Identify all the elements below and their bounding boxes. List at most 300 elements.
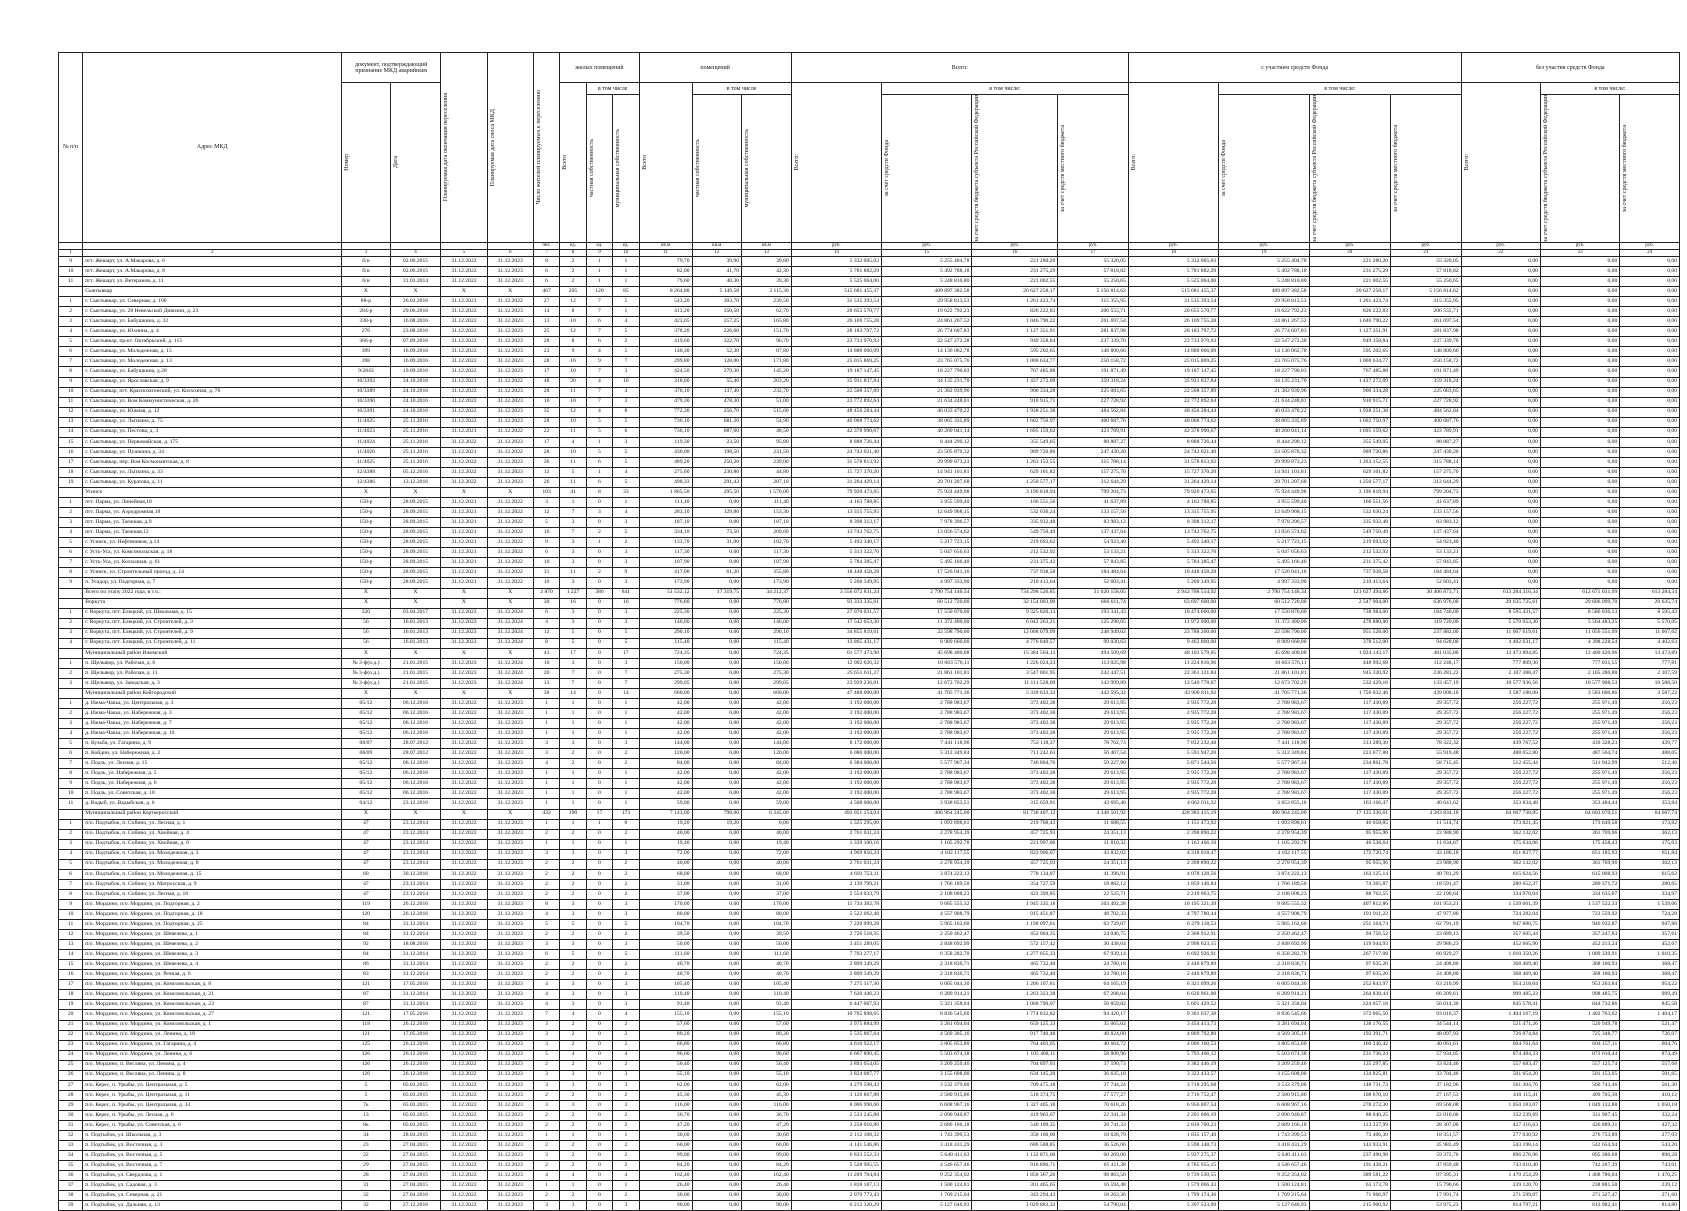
value-cell: 5 313 322,76 bbox=[1128, 548, 1218, 558]
value-cell: 4 bbox=[533, 1171, 559, 1181]
table-row bbox=[59, 1100, 1680, 1110]
value-cell: 115,40 bbox=[742, 638, 792, 648]
value-cell: 39,50 bbox=[639, 930, 692, 940]
value-cell: X bbox=[487, 598, 533, 608]
value-cell: 3 bbox=[613, 1000, 639, 1010]
value-cell: 2 788 983,67 bbox=[882, 789, 972, 799]
value-cell: 4 969 856,24 bbox=[791, 849, 881, 859]
value-cell: 256 227,72 bbox=[1461, 769, 1540, 779]
value-cell: 84 bbox=[342, 950, 390, 960]
value-cell: 113 227,99 bbox=[1309, 1120, 1391, 1130]
value-cell: 256 227,72 bbox=[1461, 779, 1540, 789]
value-cell: 1 339 100,16 bbox=[791, 839, 881, 849]
value-cell: 31.12.2023 bbox=[487, 1131, 533, 1141]
address-cell: пгт. Парма, ул. Таежная, д.9 bbox=[83, 518, 342, 528]
row-number-cell: 2 bbox=[59, 618, 83, 628]
value-cell: 96,60 bbox=[639, 1050, 692, 1060]
value-cell: X bbox=[390, 809, 441, 819]
value-cell: 31.12.2023 bbox=[487, 477, 533, 487]
row-number-cell bbox=[59, 598, 83, 608]
column-index-cell: 8 bbox=[560, 249, 586, 256]
value-cell: 36 526,66 bbox=[1058, 1141, 1129, 1151]
value-cell: 74 365,87 bbox=[1309, 879, 1391, 889]
value-cell: 3 805 853,80 bbox=[1219, 1040, 1309, 1050]
table-row bbox=[59, 899, 1680, 909]
value-cell: 845,58 bbox=[1620, 1000, 1680, 1010]
value-cell: 221 002,55 bbox=[972, 277, 1058, 287]
value-cell: 0 bbox=[586, 1161, 612, 1171]
value-cell: 6 345,00 bbox=[742, 809, 792, 819]
value-cell: 826 222,83 bbox=[972, 307, 1058, 317]
value-cell: 1 bbox=[613, 498, 639, 508]
value-cell: 162,40 bbox=[742, 1171, 792, 1181]
value-cell: 30 bbox=[533, 598, 559, 608]
table-row bbox=[59, 699, 1680, 709]
row-number-cell: 37 bbox=[59, 1181, 83, 1191]
value-cell: X bbox=[487, 809, 533, 819]
value-cell: 102,70 bbox=[742, 538, 792, 548]
address-cell: г. Воркута, пгт. Елецкий, ул. Школьная, д. 15 bbox=[83, 608, 342, 618]
value-cell: 0,00 bbox=[1620, 427, 1680, 437]
value-cell: 467 bbox=[533, 287, 559, 297]
value-cell: 2 318 836,71 bbox=[1219, 970, 1309, 980]
value-cell: 355,80 bbox=[742, 568, 792, 578]
planned-resettle-label: Планируемая дата окончания переселения bbox=[443, 93, 450, 202]
value-cell: 299,80 bbox=[639, 357, 692, 367]
value-cell: 06.12.2016 bbox=[390, 779, 441, 789]
value-cell: 10/3391 bbox=[342, 407, 390, 417]
doc-group-label: документ, подтверждающий признание МКД аварийным bbox=[355, 61, 428, 74]
value-cell: 515 681 455,37 bbox=[791, 287, 881, 297]
value-cell: 3 bbox=[560, 548, 586, 558]
value-cell: 917 740,48 bbox=[972, 1030, 1058, 1040]
row-number-cell: 4 bbox=[59, 849, 83, 859]
value-cell: 28.09.2015 bbox=[390, 568, 441, 578]
value-cell: 949 358,84 bbox=[972, 337, 1058, 347]
value-cell: 31.12.2024 bbox=[487, 658, 533, 668]
value-cell: 31.12.2014 bbox=[390, 970, 441, 980]
value-cell: 0 bbox=[586, 980, 612, 990]
table-row bbox=[59, 789, 1680, 799]
value-cell: 0,00 bbox=[1461, 518, 1540, 528]
value-cell: 4 bbox=[533, 980, 559, 990]
value-cell: 256,23 bbox=[1620, 699, 1680, 709]
address-cell: г. Сыктывкар, ул. Молодежная, д. 15 bbox=[83, 347, 342, 357]
address-cell: г. Сыктывкар, ул. Юхнина, д. 4 bbox=[83, 327, 342, 337]
value-cell: 05.03.2015 bbox=[390, 1080, 441, 1090]
address-cell: Сыктывкар bbox=[83, 287, 342, 297]
value-cell: 439 008,10 bbox=[1391, 688, 1462, 698]
table-row bbox=[59, 628, 1680, 638]
value-cell: 59,00 bbox=[639, 799, 692, 809]
value-cell: 31.12.2022 bbox=[487, 518, 533, 528]
value-cell: 7 143,00 bbox=[639, 809, 692, 819]
value-cell: 31.12.2022 bbox=[441, 729, 487, 739]
table-row bbox=[59, 1080, 1680, 1090]
value-cell: 1 bbox=[560, 789, 586, 799]
value-cell: 40,30 bbox=[692, 277, 742, 287]
value-cell: 0,00 bbox=[692, 759, 742, 769]
value-cell: 21 861 101,81 bbox=[1219, 668, 1309, 678]
value-cell: 31.12.2022 bbox=[487, 498, 533, 508]
address-cell: Усинск bbox=[83, 488, 342, 498]
address-cell: п. Усадор, ул. Подгорная, д. 7 bbox=[83, 578, 342, 588]
value-cell: 31.12.2023 bbox=[487, 910, 533, 920]
value-cell: X bbox=[390, 598, 441, 608]
value-cell: 31.12.2023 bbox=[487, 940, 533, 950]
value-cell: 15 727 370,20 bbox=[1128, 467, 1218, 477]
col-address-header: Адрес МКД bbox=[83, 53, 342, 243]
value-cell: 0 bbox=[586, 1090, 612, 1100]
value-cell: 0,00 bbox=[1540, 427, 1619, 437]
table-row bbox=[59, 1141, 1680, 1151]
value-cell: 12 bbox=[533, 508, 559, 518]
address-cell: пгт. Жешарт, ул. А.Макарова, д. 6 bbox=[83, 256, 342, 266]
value-cell: 2 bbox=[613, 337, 639, 347]
value-cell: 40,70 bbox=[639, 970, 692, 980]
value-cell: 0,00 bbox=[1540, 548, 1619, 558]
value-cell: 29 357,72 bbox=[1391, 719, 1462, 729]
value-cell: 0,00 bbox=[1620, 498, 1680, 508]
table-row bbox=[59, 759, 1680, 769]
value-cell: 5 bbox=[560, 920, 586, 930]
value-cell: 133 157,56 bbox=[1391, 508, 1462, 518]
value-cell: 280 371,72 bbox=[1540, 879, 1619, 889]
value-cell: 4 bbox=[560, 1050, 586, 1060]
value-cell: 51,00 bbox=[742, 397, 792, 407]
value-cell: 767 485,88 bbox=[1309, 367, 1391, 377]
value-cell: 5 640 411,63 bbox=[882, 1151, 972, 1161]
value-cell: 236 281,22 bbox=[1391, 668, 1462, 678]
value-cell: 4 078 128,56 bbox=[1128, 869, 1218, 879]
value-cell: 225 083,65 bbox=[1058, 387, 1129, 397]
value-cell: 315 788,14 bbox=[1391, 457, 1462, 467]
value-cell: 4 bbox=[586, 347, 612, 357]
value-cell: 16 bbox=[560, 357, 586, 367]
value-cell: 542 654,94 bbox=[1540, 1141, 1619, 1151]
value-cell: 19,20 bbox=[692, 819, 742, 829]
value-cell: 776,80 bbox=[639, 598, 692, 608]
value-cell: 2 bbox=[560, 1191, 586, 1201]
value-cell: 0,00 bbox=[692, 1161, 742, 1171]
value-cell: 3 938 853,51 bbox=[882, 799, 972, 809]
value-cell: 16.01.2013 bbox=[390, 638, 441, 648]
address-cell: г. Сыктывкар, ул. 28 Невельской Дивизии, д. 23 bbox=[83, 307, 342, 317]
value-cell: 4 557 908,79 bbox=[882, 910, 972, 920]
value-cell: 31 264 429,14 bbox=[1128, 477, 1218, 487]
value-cell: 373 402,38 bbox=[972, 729, 1058, 739]
table-body bbox=[59, 256, 1680, 1210]
value-cell: 31 bbox=[533, 568, 559, 578]
value-cell: 252 843,97 bbox=[1309, 980, 1391, 990]
value-cell: 0,00 bbox=[1620, 457, 1680, 467]
value-cell: 137,40 bbox=[692, 387, 742, 397]
value-cell: 2 318 836,71 bbox=[1219, 960, 1309, 970]
value-cell: 19 187 147,45 bbox=[1128, 367, 1218, 377]
value-cell: 08/07 bbox=[342, 739, 390, 749]
value-cell: 119,30 bbox=[639, 437, 692, 447]
value-cell: 255 971,49 bbox=[1540, 779, 1619, 789]
unit-cell: руб. bbox=[1391, 242, 1462, 249]
value-cell: 5 591 947,20 bbox=[1128, 749, 1218, 759]
value-cell: 18 351,57 bbox=[1391, 1131, 1462, 1141]
value-cell: 10 663 576,11 bbox=[1219, 658, 1309, 668]
value-cell: 2 bbox=[586, 528, 612, 538]
value-cell: 0,00 bbox=[692, 899, 742, 909]
value-cell: 2 761 031,24 bbox=[791, 859, 881, 869]
value-cell: 1 263 323,38 bbox=[972, 990, 1058, 1000]
value-cell: 52,30 bbox=[692, 347, 742, 357]
value-cell: 51 532,12 bbox=[639, 588, 692, 598]
value-cell: 1 bbox=[533, 789, 559, 799]
value-cell: 426 889,31 bbox=[1540, 1120, 1619, 1130]
value-cell: 31.12.2023 bbox=[487, 849, 533, 859]
value-cell: 9 bbox=[586, 357, 612, 367]
value-cell: 94 420,17 bbox=[1058, 1010, 1129, 1020]
value-cell: 31.12.2023 bbox=[441, 678, 487, 688]
value-cell: 119 944,93 bbox=[1309, 940, 1391, 950]
value-cell: 2 107,59 bbox=[1620, 668, 1680, 678]
value-cell: 42,00 bbox=[639, 709, 692, 719]
value-cell: 27.12.2016 bbox=[390, 1201, 441, 1211]
value-cell: 666 611,74 bbox=[1058, 598, 1129, 608]
value-cell: 30,00 bbox=[742, 1191, 792, 1201]
value-cell: 709 475,18 bbox=[972, 1080, 1058, 1090]
value-cell: 29 635 735,61 bbox=[1461, 598, 1540, 608]
address-cell: п/о. Подтыбок, п. Собино, ул. Лесная, д. 18 bbox=[83, 889, 342, 899]
value-cell: 5 bbox=[613, 447, 639, 457]
unit-cell bbox=[390, 242, 441, 249]
value-cell: 1 010,35 bbox=[1620, 950, 1680, 960]
col-total-incl-header: в том числе: bbox=[882, 83, 1129, 95]
row-number-cell: 2 bbox=[59, 829, 83, 839]
value-cell: 24.10.2016 bbox=[390, 387, 441, 397]
value-cell: 66,80 bbox=[742, 1040, 792, 1050]
value-cell: 3 bbox=[560, 558, 586, 568]
value-cell: 29 357,72 bbox=[1391, 769, 1462, 779]
value-cell: 0,00 bbox=[692, 678, 742, 688]
row-number-cell: 15 bbox=[59, 960, 83, 970]
value-cell: 56,40 bbox=[639, 1060, 692, 1070]
value-cell: 42,00 bbox=[742, 779, 792, 789]
value-cell: 13 315 755,95 bbox=[791, 508, 881, 518]
address-cell: г. Сыктывкар, ул. Пушкина, д. 34 bbox=[83, 447, 342, 457]
row-number-cell: 5 bbox=[59, 337, 83, 347]
value-cell: 515,60 bbox=[742, 407, 792, 417]
value-cell: 998 485,75 bbox=[1540, 990, 1619, 1000]
value-cell: 23.12.2014 bbox=[390, 859, 441, 869]
value-cell: 0,00 bbox=[1540, 518, 1619, 528]
value-cell: 0,00 bbox=[692, 990, 742, 1000]
value-cell: 29 613,95 bbox=[1058, 709, 1129, 719]
value-cell: 2 139 799,21 bbox=[791, 879, 881, 889]
value-cell: 368,47 bbox=[1620, 970, 1680, 980]
value-cell: 104,70 bbox=[639, 920, 692, 930]
value-cell: 80,20 bbox=[639, 1030, 692, 1040]
value-cell: 41 705 771,36 bbox=[1219, 688, 1309, 698]
value-cell: 18 882,12 bbox=[1058, 879, 1129, 889]
value-cell: 2 bbox=[560, 1090, 586, 1100]
value-cell: 14 880 066,09 bbox=[1128, 347, 1218, 357]
value-cell: 226,60 bbox=[692, 327, 742, 337]
value-cell: 3 955 599,40 bbox=[882, 498, 972, 508]
value-cell: 90,00 bbox=[639, 1201, 692, 1211]
address-cell: г. Усинск, ул. Нефтяников, д.14 bbox=[83, 538, 342, 548]
value-cell: 2 809 349,29 bbox=[791, 960, 881, 970]
value-cell: 165,80 bbox=[742, 317, 792, 327]
value-cell: 29 701 207,68 bbox=[882, 477, 972, 487]
value-cell: 56 bbox=[342, 638, 390, 648]
value-cell: 4 bbox=[613, 317, 639, 327]
value-cell: X bbox=[441, 588, 487, 598]
value-cell: 7 bbox=[613, 678, 639, 688]
value-cell: 31 bbox=[342, 1181, 390, 1191]
value-cell: 0,00 bbox=[692, 879, 742, 889]
value-cell: 1 bbox=[560, 709, 586, 719]
value-cell: 0,00 bbox=[1461, 287, 1540, 297]
unit-cell: руб. bbox=[972, 242, 1058, 249]
address-cell: г. Сыктывкар, ул. Лыткина, д. 33 bbox=[83, 467, 342, 477]
value-cell: 0,00 bbox=[1540, 277, 1619, 287]
value-cell: 31.12.2023 bbox=[441, 668, 487, 678]
value-cell: 5 535 867,64 bbox=[791, 1030, 881, 1040]
value-cell: 30 406 873,71 bbox=[1391, 588, 1462, 598]
address-cell: п/о. Подтыбок, п. Собино, ул. Молодежная, д. 3 bbox=[83, 849, 342, 859]
value-cell: 237 882,00 bbox=[1391, 628, 1462, 638]
value-cell: 3 893 054,05 bbox=[791, 1060, 881, 1070]
row-number-cell: 10 bbox=[59, 387, 83, 397]
value-cell: 3 115,30 bbox=[742, 287, 792, 297]
value-cell: 128,00 bbox=[692, 357, 742, 367]
value-cell: 372 065,50 bbox=[1309, 1010, 1391, 1020]
value-cell: 31.12.2022 bbox=[441, 1050, 487, 1060]
value-cell: 31.12.2023 bbox=[487, 920, 533, 930]
value-cell: 126 bbox=[342, 1050, 390, 1060]
value-cell: 117 430,89 bbox=[1309, 769, 1391, 779]
value-cell: 1 046 790,22 bbox=[1309, 317, 1391, 327]
value-cell: 27 167,53 bbox=[1391, 1090, 1462, 1100]
value-cell: 489,20 bbox=[639, 457, 692, 467]
value-cell: 0,00 bbox=[1461, 367, 1540, 377]
value-cell: 2 278 954,39 bbox=[882, 859, 972, 869]
value-cell: 0,00 bbox=[1540, 498, 1619, 508]
value-cell: 1 404,17 bbox=[1620, 1010, 1680, 1020]
value-cell: 173 bbox=[613, 809, 639, 819]
value-cell: 511 942,99 bbox=[1540, 759, 1619, 769]
value-cell: 24 351,13 bbox=[1058, 859, 1129, 869]
value-cell: 93 016,37 bbox=[1391, 1010, 1462, 1020]
value-cell: 31.12.2022 bbox=[441, 1060, 487, 1070]
value-cell: 2 788 983,67 bbox=[882, 699, 972, 709]
value-cell: 3 192 000,00 bbox=[791, 709, 881, 719]
value-cell: 140,30 bbox=[639, 347, 692, 357]
value-cell: 17 bbox=[560, 648, 586, 658]
value-cell: 31.12.2023 bbox=[487, 1030, 533, 1040]
value-cell: 0 bbox=[586, 910, 612, 920]
value-cell: 2 bbox=[560, 749, 586, 759]
value-cell: 10/3392 bbox=[342, 377, 390, 387]
value-cell: 19 622 792,23 bbox=[882, 307, 972, 317]
value-cell: 29 986,23 bbox=[1391, 940, 1462, 950]
unit-cell: ед. bbox=[560, 242, 586, 249]
value-cell: 162,40 bbox=[639, 1171, 692, 1181]
value-cell: 29 613,95 bbox=[1058, 699, 1129, 709]
value-cell: 315 659,91 bbox=[972, 799, 1058, 809]
value-cell: 0 bbox=[586, 578, 612, 588]
value-cell: 7 441 118,96 bbox=[1219, 739, 1309, 749]
value-cell: 4 610 922,17 bbox=[791, 1040, 881, 1050]
value-cell: 191 871,49 bbox=[1058, 367, 1129, 377]
value-cell: 5 495 166,40 bbox=[882, 558, 972, 568]
value-cell: 5 255 404,78 bbox=[882, 256, 972, 266]
value-cell: 0,00 bbox=[1620, 317, 1680, 327]
value-cell: 171,80 bbox=[742, 357, 792, 367]
value-cell: 0,00 bbox=[1620, 417, 1680, 427]
value-cell: 3 bbox=[560, 910, 586, 920]
value-cell: 26.12.2016 bbox=[390, 1040, 441, 1050]
value-cell: 34 135 231,70 bbox=[1219, 377, 1309, 387]
value-cell: 256 227,72 bbox=[1461, 709, 1540, 719]
value-cell: 57,60 bbox=[639, 1020, 692, 1030]
value-cell: 14 941 101,81 bbox=[1219, 467, 1309, 477]
value-cell: 31.12.2022 bbox=[441, 739, 487, 749]
value-cell: 23 788 200,00 bbox=[1128, 628, 1218, 638]
value-cell: 1 093 898,61 bbox=[1219, 819, 1309, 829]
value-cell: 17 550 870,00 bbox=[1219, 608, 1309, 618]
value-cell: 900 334,28 bbox=[1309, 387, 1391, 397]
table-row bbox=[59, 980, 1680, 990]
premises-all-label: Всего bbox=[641, 155, 648, 170]
value-cell: 368,47 bbox=[1620, 960, 1680, 970]
row-number-cell: 4 bbox=[59, 327, 83, 337]
value-cell: 50,00 bbox=[639, 940, 692, 950]
value-cell: 7 bbox=[586, 327, 612, 337]
value-cell: 299,05 bbox=[639, 678, 692, 688]
value-cell: 28.09.2015 bbox=[390, 508, 441, 518]
value-cell: 2 761 031,24 bbox=[791, 829, 881, 839]
value-cell: 31.12.2022 bbox=[441, 1070, 487, 1080]
value-cell: 2 bbox=[613, 889, 639, 899]
value-cell: 47,20 bbox=[639, 1120, 692, 1130]
value-cell: 540 109,35 bbox=[972, 1120, 1058, 1130]
value-cell: 42 378 990,67 bbox=[791, 427, 881, 437]
value-cell: 465 732,40 bbox=[972, 970, 1058, 980]
value-cell: 1 250 577,17 bbox=[972, 477, 1058, 487]
row-number-cell: 6 bbox=[59, 749, 83, 759]
value-cell: 3 418 431,29 bbox=[1219, 1141, 1309, 1151]
value-cell: 23.12.2014 bbox=[390, 879, 441, 889]
value-cell: 724,35 bbox=[742, 648, 792, 658]
value-cell: 2 bbox=[613, 1090, 639, 1100]
unit-cell bbox=[342, 242, 390, 249]
value-cell: 2 bbox=[533, 1161, 559, 1171]
value-cell: 1 263 152,55 bbox=[1309, 457, 1391, 467]
value-cell: 94 628,00 bbox=[1391, 638, 1462, 648]
row-number-cell: 10 bbox=[59, 267, 83, 277]
value-cell: 26.12.2016 bbox=[390, 1050, 441, 1060]
value-cell: 0,00 bbox=[1461, 467, 1540, 477]
value-cell: 0,00 bbox=[1461, 548, 1540, 558]
value-cell: 0,00 bbox=[1540, 387, 1619, 397]
value-cell: 219 693,62 bbox=[972, 538, 1058, 548]
value-cell: 31.12.2022 bbox=[441, 709, 487, 719]
table-row bbox=[59, 970, 1680, 980]
value-cell: 776,80 bbox=[742, 598, 792, 608]
value-cell: 67 939,14 bbox=[1058, 950, 1129, 960]
value-cell: 133 457,19 bbox=[1391, 678, 1462, 688]
value-cell: 4 163 788,85 bbox=[1128, 498, 1218, 508]
value-cell: 31.12.2023 bbox=[487, 709, 533, 719]
